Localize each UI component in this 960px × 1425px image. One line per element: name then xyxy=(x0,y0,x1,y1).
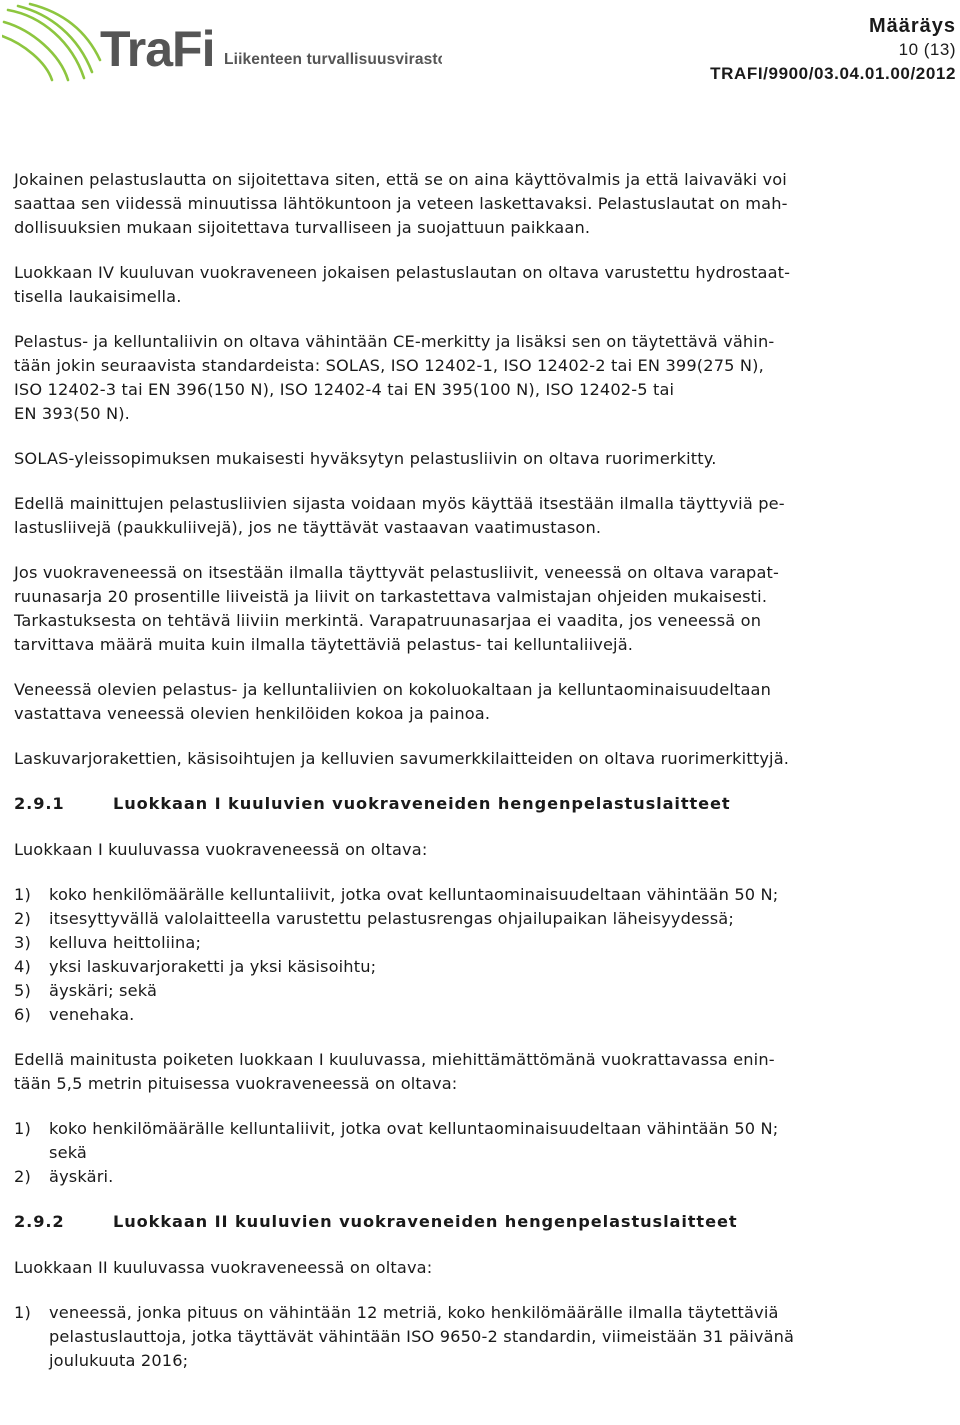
list-marker: 1) xyxy=(14,1303,31,1322)
document-reference: TRAFI/9900/03.04.01.00/2012 xyxy=(710,64,956,83)
numbered-list xyxy=(14,1301,954,1373)
list-item xyxy=(14,883,954,907)
paragraph: Pelastus- ja kelluntaliivin on oltava vähintään CE-merkitty ja lisäksi sen on täytettävä vähin- tään jokin seuraavista standardeista: SOLAS, ISO 12402-1, ISO 12402-2 tai EN 399(275 N), ISO 12402-3 tai EN 396(150 N), ISO 12402-4 tai EN 395(100 N), ISO 12402-5 tai EN 393(50 N). xyxy=(14,332,775,423)
list-marker: 3) xyxy=(14,933,31,952)
paragraph: SOLAS-yleissopimuksen mukaisesti hyväksytyn pelastusliivin on oltava ruorimerkitty. xyxy=(14,449,717,468)
document-type: Määräys xyxy=(868,15,956,37)
list-item-text: kelluva heittoliina; xyxy=(49,933,202,952)
list-marker: 6) xyxy=(14,1005,31,1024)
page-number: 10 (13) xyxy=(898,40,956,59)
logo-brand-text: TraFi xyxy=(100,21,215,77)
list-marker: 1) xyxy=(14,1119,31,1138)
section-number: 2.9.1 xyxy=(14,794,65,813)
paragraph: Edellä mainitusta poiketen luokkaan I kuuluvassa, miehittämättömänä vuokrattavassa enin- tään 5,5 metrin pituisessa vuokraveneessä on oltava: xyxy=(14,1050,775,1093)
section-heading xyxy=(14,792,954,816)
list-item-text: koko henkilömäärälle kelluntaliivit, jotka ovat kelluntaominaisuudeltaan vähintään 50 N; sekä xyxy=(49,1119,779,1162)
numbered-list xyxy=(14,1117,954,1189)
list-marker: 2) xyxy=(14,1167,31,1186)
trafi-logo xyxy=(2,2,442,82)
document-body xyxy=(14,168,954,1394)
paragraph: Laskuvarjorakettien, käsisoihtujen ja kelluvien savumerkkilaitteiden on oltava ruorimerkittyjä. xyxy=(14,749,790,768)
list-marker: 1) xyxy=(14,885,31,904)
list-item-text: yksi laskuvarjoraketti ja yksi käsisoihtu; xyxy=(49,957,377,976)
list-item-text: venehaka. xyxy=(49,1005,135,1024)
section-title: Luokkaan II kuuluvien vuokraveneiden hengenpelastuslaitteet xyxy=(113,1212,738,1231)
list-item-text: äyskäri. xyxy=(49,1167,114,1186)
numbered-list xyxy=(14,883,954,1027)
logo-subtitle-text: Liikenteen turvallisuusvirasto xyxy=(224,51,442,68)
list-item-text: koko henkilömäärälle kelluntaliivit, jotka ovat kelluntaominaisuudeltaan vähintään 50 N; xyxy=(49,885,779,904)
section-heading xyxy=(14,1210,954,1234)
list-item-text: itsesyttyvällä valolaitteella varustettu pelastusrengas ohjailupaikan läheisyydessä; xyxy=(49,909,734,928)
list-item xyxy=(14,1003,954,1027)
list-item xyxy=(14,979,954,1003)
list-marker: 2) xyxy=(14,909,31,928)
list-item xyxy=(14,931,954,955)
paragraph: Luokkaan I kuuluvassa vuokraveneessä on oltava: xyxy=(14,840,428,859)
list-marker: 5) xyxy=(14,981,31,1000)
list-marker: 4) xyxy=(14,957,31,976)
list-item xyxy=(14,907,954,931)
list-item xyxy=(14,1301,954,1373)
document-meta xyxy=(710,14,956,86)
paragraph: Veneessä olevien pelastus- ja kelluntaliivien on kokoluokaltaan ja kelluntaominaisuudeltaan vastattava veneessä olevien henkilöiden kokoa ja painoa. xyxy=(14,680,772,723)
paragraph: Luokkaan IV kuuluvan vuokraveneen jokaisen pelastuslautan on oltava varustettu hydrostaat- tisella laukaisimella. xyxy=(14,263,791,306)
paragraph: Jos vuokraveneessä on itsestään ilmalla täyttyvät pelastusliivit, veneessä on oltava varapat- ruunasarja 20 prosentille liiveistä ja liivit on tarkastettava valmistajan ohjeiden mukaisesti. Tarkastuksesta on tehtävä liiviin merkintä. Varapatruunasarjaa ei vaadita, jos veneessä on tarvittava määrä muita kuin ilmalla täytettäviä pelastus- tai kelluntaliivejä. xyxy=(14,563,780,654)
list-item-text: äyskäri; sekä xyxy=(49,981,158,1000)
section-number: 2.9.2 xyxy=(14,1212,65,1231)
list-item xyxy=(14,1165,954,1189)
paragraph: Luokkaan II kuuluvassa vuokraveneessä on oltava: xyxy=(14,1258,433,1277)
section-title: Luokkaan I kuuluvien vuokraveneiden hengenpelastuslaitteet xyxy=(113,794,731,813)
list-item xyxy=(14,955,954,979)
paragraph: Jokainen pelastuslautta on sijoitettava siten, että se on aina käyttövalmis ja että laivaväki voi saattaa sen viidessä minuutissa lähtökuntoon ja veteen laskettavaksi. Pelastuslautat on mah- dollisuuksien mukaan sijoitettava turvalliseen ja suojattuun paikkaan. xyxy=(14,170,788,237)
trafi-logo-icon xyxy=(2,2,442,82)
page-header xyxy=(0,0,960,110)
paragraph: Edellä mainittujen pelastusliivien sijasta voidaan myös käyttää itsestään ilmalla täyttyviä pe- lastusliivejä (paukkuliivejä), jos ne täyttävät vastaavan vaatimustason. xyxy=(14,494,785,537)
list-item-text: veneessä, jonka pituus on vähintään 12 metriä, koko henkilömäärälle ilmalla täytettäviä pelastuslauttoja, jotka täyttävät vähintään ISO 9650-2 standardin, viimeistään 31 päivänä joulukuuta 2016; xyxy=(49,1303,795,1370)
list-item xyxy=(14,1117,954,1165)
